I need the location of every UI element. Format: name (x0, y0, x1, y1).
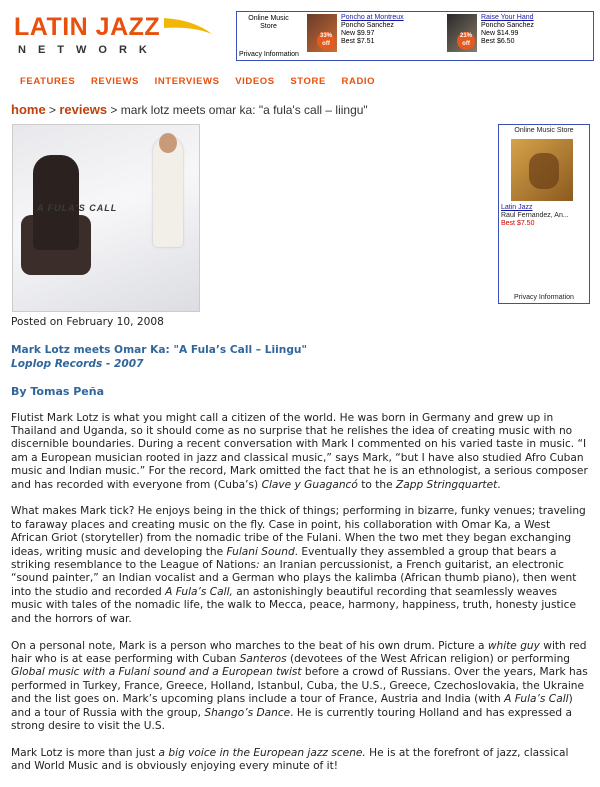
product-info (341, 14, 421, 46)
paragraph-text: On a personal note, Mark is a person who marches to the beat of his own drum. Picture a (11, 639, 488, 652)
product-new-price: New $9.97 (341, 30, 375, 37)
article (11, 316, 589, 787)
product-best-price: Best $6.50 (481, 38, 515, 45)
emphasis-text: Clave y Guagancó (261, 478, 358, 491)
product-best-price: Best $7.50 (501, 220, 535, 227)
online-store-sidebar (498, 124, 590, 304)
emphasis-text: a big voice in the European jazz scene. (158, 746, 366, 759)
product-title-link[interactable]: Poncho at Montreux (341, 14, 404, 21)
paragraph-text: (devotees of the West African religion) or performing (286, 652, 571, 665)
product-title-link[interactable]: Raise Your Hand (481, 14, 534, 21)
discount-badge: 33% off (317, 32, 335, 50)
logo-title: LATIN JAZZ (14, 13, 161, 41)
paragraph-text: to the (357, 478, 396, 491)
online-store-banner (236, 11, 594, 61)
nav-interviews[interactable]: INTERVIEWS (154, 76, 220, 87)
nav-radio[interactable]: RADIO (341, 76, 376, 87)
breadcrumb-separator: > (110, 103, 118, 117)
product-best-price: Best $7.51 (341, 38, 375, 45)
emphasis-text: Shango’s Dance (204, 706, 291, 719)
paragraph-text: Mark Lotz is more than just (11, 746, 159, 759)
main-nav (20, 76, 388, 87)
album-cover-image[interactable] (511, 139, 573, 201)
paragraph-text: He is at the forefront of jazz, classical and World Music and is obviously enjoying every minute of it! (11, 746, 569, 773)
nav-videos[interactable]: VIDEOS (235, 76, 275, 87)
discount-badge: 21% off (457, 32, 475, 50)
product-new-price: New $14.99 (481, 30, 519, 37)
album-cover-image (12, 124, 200, 312)
privacy-info-link[interactable]: Privacy Information (514, 294, 574, 301)
emphasis-text: white guy (487, 639, 540, 652)
product-info (481, 14, 561, 46)
article-paragraph (11, 412, 589, 492)
paragraph-text: Flutist Mark Lotz is what you might call a citizen of the world. He was born in Germany and grew up in Thailand and Uganda, so it should come as no surprise that he relishes the idea of creating music with no discernible boundaries. During a recent conversation with Mark I commented on his varied taste in music. “I am a European musician rooted in jazz and classical music,” says Mark, “but I have also studied Afro Cuban music and Indian music.” For the record, Mark omitted the fact that he is an ethnologist, a serious composer and has recorded with everyone from (Cuba’s) (11, 411, 588, 491)
nav-features[interactable]: FEATURES (20, 76, 76, 87)
paragraph-text: What makes Mark tick? He enjoys being in the thick of things; performing in bizarre, funky venues; traveling to faraway places and creating music on the fly. Case in point, his collaboration with Omar Ka, a West African Griot (storyteller) from the nomadic tribe of the Fulani. When the two met they began exchanging ideas, writing music and developing the (11, 505, 586, 558)
logo-subtitle: NETWORK (18, 44, 159, 56)
byline: By Tomas Peña (11, 385, 105, 399)
product-artist: Poncho Sanchez (341, 22, 394, 29)
product-info (501, 204, 587, 228)
paragraph-text: . Eventually they assembled a group that bears a striking resemblance to the League of Nations (11, 545, 557, 572)
paragraph-text: before a crowd of Russians. Over the years, Mark has performed in Turkey, France, Greece, Holland, Istanbul, Cuba, the U.S., Greece, Czechoslovakia, the Ukraine and the list goes on. Mark’s upcoming plans include a tour of France, Austria and India (with (11, 666, 588, 706)
nav-reviews[interactable]: REVIEWS (90, 76, 139, 87)
breadcrumb-reviews-link[interactable]: reviews (59, 102, 108, 117)
paragraph-text: an astonishingly beautiful recording that seamlessly weaves music with tales of the nomadic life, the walk to Mecca, peace, harmony, happiness, truth, honesty justice and the horrors of war. (11, 585, 576, 625)
emphasis-text: A Fula’s Call (504, 693, 569, 706)
emphasis-text: Santeros (239, 652, 287, 665)
store-label: Online Music Store (248, 15, 289, 30)
article-title: Mark Lotz meets Omar Ka: "A Fula’s Call – Liingu" (11, 344, 307, 357)
emphasis-text: : (256, 559, 260, 572)
paragraph-text: ) and a tour of Russia with the group, (11, 693, 573, 719)
breadcrumb (11, 102, 368, 117)
site-logo[interactable] (14, 14, 214, 58)
article-paragraph (11, 640, 589, 734)
record-label: Loplop Records - 2007 (11, 357, 144, 370)
product-artist: Poncho Sanchez (481, 22, 534, 29)
article-paragraph (11, 747, 589, 774)
emphasis-text: Fulani Sound (226, 545, 295, 558)
paragraph-text: an Iranian percussionist, a French guitarist, an electronic “sound painter,” an Indian vocalist and a German who plays the kalimba (African thumb piano), then went into the studio and recorded (11, 559, 577, 598)
album-figure (153, 137, 183, 247)
article-body (11, 412, 589, 774)
paragraph-text: with red hair who is at ease performing with Cuban (11, 639, 587, 665)
album-figure (529, 153, 559, 189)
breadcrumb-separator: > (49, 103, 57, 117)
paragraph-text: . (497, 478, 501, 491)
product-artist: Raul Fernandez, An... (501, 212, 569, 219)
album-figure (159, 133, 177, 153)
article-paragraph (11, 505, 589, 626)
post-date: Posted on February 10, 2008 (11, 316, 164, 328)
breadcrumb-current: mark lotz meets omar ka: "a fula's call – liingu" (120, 103, 368, 117)
product-title-link[interactable]: Latin Jazz (501, 204, 533, 211)
emphasis-text: Global music with a Fulani sound and a European twist (11, 666, 302, 679)
breadcrumb-home-link[interactable]: home (11, 102, 46, 117)
store-label: Online Music Store (514, 127, 574, 134)
emphasis-text: A Fula’s Call, (165, 585, 233, 598)
album-title: A FULA'S CALL (37, 203, 118, 213)
nav-store[interactable]: STORE (290, 76, 326, 87)
privacy-info-link[interactable]: Privacy Information (239, 51, 299, 58)
emphasis-text: Zapp Stringquartet (395, 478, 498, 491)
paragraph-text: . He is currently touring Holland and has expressed a strong desire to visit the U.S. (11, 706, 572, 732)
